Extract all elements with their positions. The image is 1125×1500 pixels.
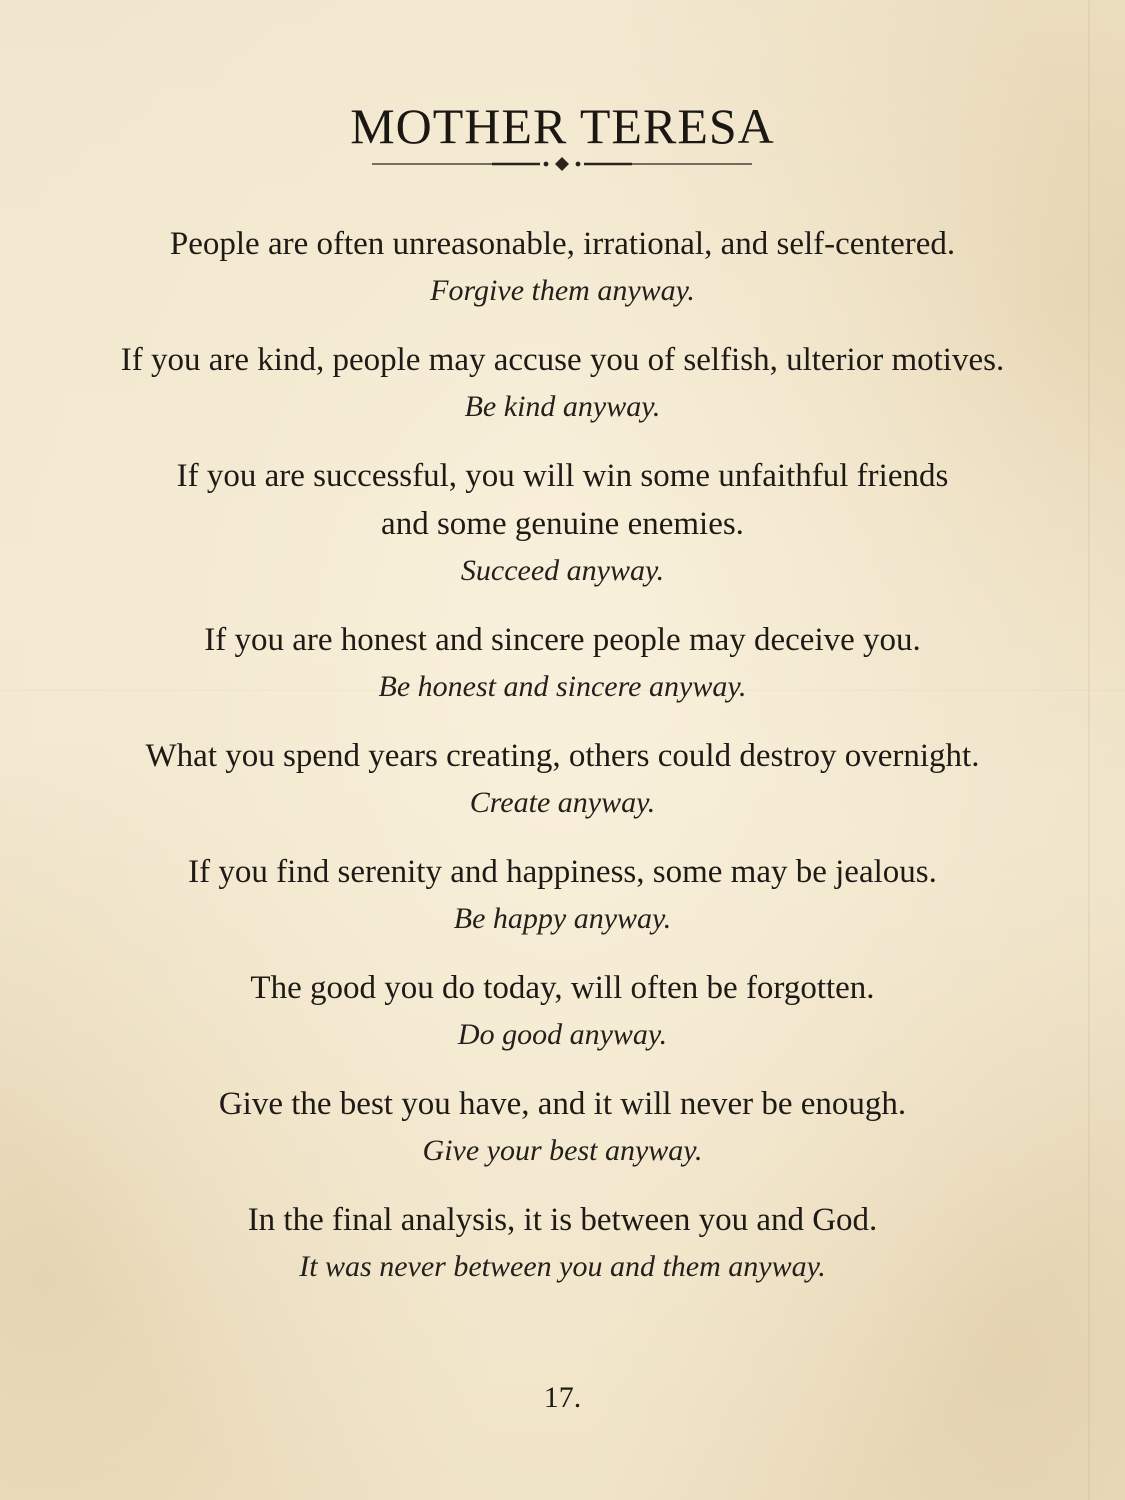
stanza-line: If you are honest and sincere people may deceive you.	[204, 622, 921, 658]
stanza-response: Be kind anyway.	[464, 390, 661, 423]
quote-stanzas	[40, 220, 1085, 1312]
stanza	[40, 616, 1085, 710]
stanza-response: Create anyway.	[469, 786, 656, 819]
stanza-line: Give the best you have, and it will never be enough.	[218, 1086, 907, 1122]
stanza-line: If you are kind, people may accuse you of selfish, ulterior motives.	[120, 342, 1005, 378]
stanza-line: and some genuine enemies.	[381, 506, 744, 542]
stanza	[40, 1196, 1085, 1290]
stanza	[40, 336, 1085, 430]
stanza-response: Do good anyway.	[457, 1018, 668, 1051]
page-title: MOTHER TERESA	[350, 98, 775, 154]
stanza-response: Forgive them anyway.	[430, 274, 695, 307]
stanza	[40, 452, 1085, 594]
page-number: 17.	[543, 1381, 582, 1414]
divider-ornament	[372, 154, 752, 174]
stanza-response: It was never between you and them anyway.	[299, 1250, 826, 1283]
stanza	[40, 964, 1085, 1058]
paper-crease	[1088, 0, 1090, 1500]
stanza-response: Give your best anyway.	[422, 1134, 703, 1167]
stanza	[40, 848, 1085, 942]
stanza-response: Be honest and sincere anyway.	[378, 670, 747, 703]
stanza-line: The good you do today, will often be forgotten.	[250, 970, 875, 1006]
stanza	[40, 732, 1085, 826]
stanza	[40, 1080, 1085, 1174]
stanza	[40, 220, 1085, 314]
stanza-response: Be happy anyway.	[453, 902, 672, 935]
stanza-line: In the final analysis, it is between you and God.	[247, 1202, 878, 1238]
stanza-response: Succeed anyway.	[460, 554, 665, 587]
stanza-line: What you spend years creating, others could destroy overnight.	[145, 738, 980, 774]
stanza-line: If you are successful, you will win some unfaithful friends	[176, 458, 949, 494]
stanza-line: People are often unreasonable, irrational, and self-centered.	[169, 226, 956, 262]
stanza-line: If you find serenity and happiness, some may be jealous.	[188, 854, 937, 890]
